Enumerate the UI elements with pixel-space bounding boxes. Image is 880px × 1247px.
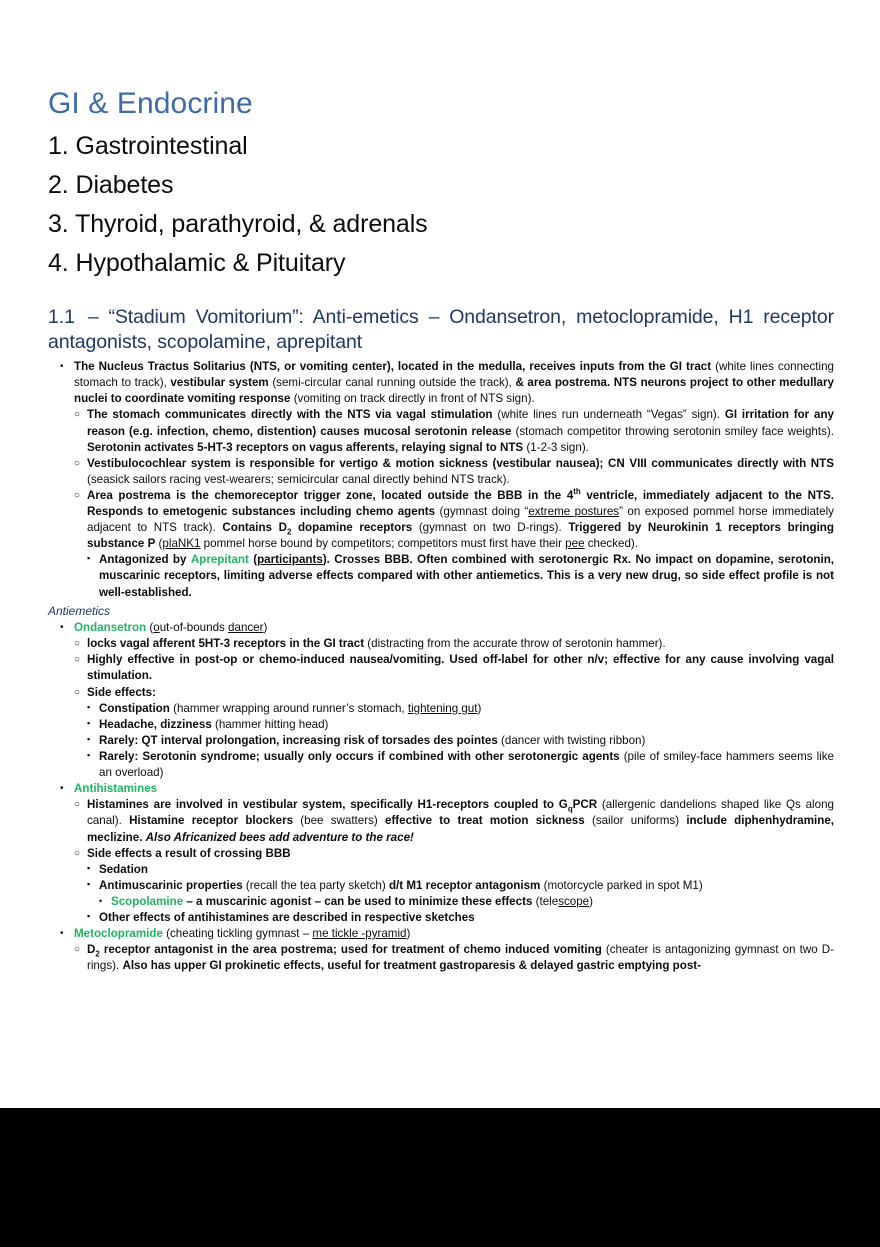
section-heading: [48, 305, 834, 356]
nts-bold-3: & area postrema. NTS neurons project to other medullary nuclei to coordinate vomiting response: [74, 376, 834, 406]
list-item-scopolamine: [99, 894, 834, 910]
se-plain-a: (hammer hitting head): [215, 717, 329, 731]
mnemonic-underline: me tickle -pyramid: [312, 927, 407, 941]
side-effects-label: Side effects:: [87, 685, 156, 699]
bullet-disc-icon: •: [99, 895, 103, 906]
mnemonic-underline-1: o: [153, 621, 160, 635]
other-effects-text: Other effects of antihistamines are described in respective sketches: [99, 911, 475, 925]
page-title: GI & Endocrine: [48, 87, 253, 120]
list-item: [87, 910, 834, 926]
list-item: [87, 717, 834, 733]
mnemonic-mid: ut-of-bounds: [159, 621, 229, 635]
metoclopramide-plain-1: (cheater is antagonizing gymnast on two D-rings).: [87, 943, 834, 973]
stomach-bold-2: GI irritation for any reason (e.g. infection, chemo, distention) causes mucosal serotonin release: [87, 408, 834, 438]
bullet-disc-icon: •: [60, 361, 64, 373]
bullet-circle-icon: ○: [74, 457, 81, 469]
list-item: [74, 488, 834, 601]
antihistamines-side-effect-list: [87, 862, 834, 926]
bullet-square-icon: ▪: [87, 911, 91, 922]
stomach-plain-2: (stomach competitor throwing serotonin smiley face weights).: [515, 424, 834, 438]
ondansetron-bold-2: Highly effective in post-op or chemo-induced nausea/vomiting. Used off-label for other n/v; effective for any cause involving vagal stimulation.: [87, 653, 834, 683]
ap-bold-1a: Area postrema is the chemoreceptor trigger zone, located outside the BBB in the 4: [87, 488, 574, 502]
bullet-circle-icon: ○: [74, 638, 81, 650]
ah-bold-1b: PCR: [572, 798, 598, 812]
side-effects-label: Side effects a result of crossing BBB: [87, 846, 291, 860]
ah-plain-2: (bee swatters): [300, 814, 378, 828]
group-label-antiemetics: Antiemetics: [48, 603, 111, 618]
table-of-contents: [48, 127, 834, 284]
antimuscarinic-bold-2: d/t M1 receptor antagonism: [388, 878, 541, 892]
metoc-bold-1b: receptor antagonist in the area postrema; used for treatment of chemo induced vomiting: [99, 943, 602, 957]
toc-item-1: 1. Gastrointestinal: [48, 131, 248, 160]
list-item: [87, 878, 834, 910]
ondansetron-bold-1: locks vagal afferent 5HT-3 receptors in the GI tract: [87, 637, 365, 651]
ondansetron-mnemonic: [149, 621, 267, 634]
nts-plain-1: (white lines connecting stomach to track),: [74, 360, 834, 390]
scopolamine-mnemonic: [536, 895, 593, 908]
ap-plain-1a: (gymnast doing “: [439, 505, 529, 519]
stomach-bold-3: Serotonin activates 5-HT-3 receptors on vagus afferents, relaying signal to NTS: [87, 440, 524, 454]
list-item: [74, 797, 834, 845]
se-underline: tightening gut: [407, 701, 478, 715]
aprepitant-sub-list: [87, 552, 834, 600]
bullet-square-icon: ▪: [87, 862, 91, 873]
nts-plain-2: (semi-circular canal running outside the track),: [272, 376, 512, 390]
drug-name-scopolamine: Scopolamine: [111, 894, 184, 908]
ah-bold-1a: Histamines are involved in vestibular system, specifically H1-receptors coupled to G: [87, 798, 568, 812]
bullet-square-icon: ▪: [87, 749, 91, 760]
drug-name-metoclopramide: Metoclopramide: [74, 927, 163, 941]
aprep-paren-a: (: [253, 553, 258, 567]
aprepitant-paren: [249, 553, 330, 566]
list-item: [87, 701, 834, 717]
list-item: [74, 407, 834, 455]
ah-plain-1: (allergenic dandelions shaped like Qs along canal).: [87, 798, 834, 828]
nts-plain-3: (vomiting on track directly in front of NTS sign).: [293, 392, 535, 406]
list-item: [60, 359, 834, 601]
list-item-metoclopramide: [60, 926, 834, 974]
bullet-circle-icon: ○: [74, 799, 81, 811]
bullet-disc-icon: •: [60, 622, 64, 634]
mnemonic-open: (: [149, 621, 154, 635]
aprepitant-bold-2: Crosses BBB. Often combined with serotonergic Rx. No impact on dopamine, serotonin, muscarinic receptors, limiting adverse effects compared with other antiemetics. This is a very new drug, so side effect profile is not well-established.: [99, 553, 835, 599]
list-item-side-effects: [74, 685, 834, 782]
list-item: [87, 552, 834, 600]
list-item: [87, 749, 834, 781]
d2-subscript: 2: [286, 527, 292, 537]
mnemonic-underline-2: dancer: [228, 621, 264, 635]
se-bold: Rarely: Serotonin syndrome; usually only occurs if combined with other serotonergic agents: [99, 749, 620, 763]
drug-class-antihistamines: Antihistamines: [74, 782, 158, 796]
bullet-circle-icon: ○: [74, 686, 81, 698]
toc-item-2: 2. Diabetes: [48, 170, 174, 199]
se-sedation: Sedation: [99, 862, 148, 876]
vestibular-plain-1: (seasick sailors racing vest-wearers; semicircular canal directly behind NTS track).: [87, 472, 510, 486]
ap-plain-3: [159, 537, 638, 550]
ap-bold-2a: Contains D: [222, 521, 287, 535]
ah-bold-3: effective to treat motion sickness: [385, 814, 585, 828]
drug-name-ondansetron: Ondansetron: [74, 621, 147, 635]
bullet-square-icon: ▪: [87, 717, 91, 728]
mnemonic-close: ): [406, 927, 411, 941]
aprepitant-bold-1: Antagonized by: [99, 553, 187, 567]
participants-underline: participants: [257, 553, 323, 567]
bullet-circle-icon: ○: [74, 654, 81, 666]
ap-plain-3a: (: [158, 537, 163, 551]
list-item: [74, 652, 834, 684]
bullet-disc-icon: •: [60, 928, 64, 940]
ondansetron-plain-1: (distracting from the accurate throw of serotonin hammer).: [367, 637, 666, 651]
toc-item-4: 4. Hypothalamic & Pituitary: [48, 249, 346, 278]
se-bold: Rarely: QT interval prolongation, increasing risk of torsades des pointes: [99, 733, 498, 747]
metoclopramide-bold-1: [87, 943, 602, 959]
antimuscarinic-bold-1: Antimuscarinic properties: [99, 878, 243, 892]
ap-underline-1: extreme postures: [528, 505, 620, 519]
antiemetics-drug-list: [60, 620, 834, 974]
antihistamines-details: [74, 797, 834, 926]
section-number: 1.1: [48, 305, 75, 328]
bottom-black-bar: [0, 1108, 880, 1247]
mnemonic-close: ): [263, 621, 268, 635]
gq-subscript: q: [567, 804, 573, 814]
antimuscarinic-plain-2: (motorcycle parked in spot M1): [543, 878, 703, 892]
vestibular-bold-1: Vestibulocochlear system is responsible for vertigo & motion sickness (vestibular nausea); CN VIII communicates directly with NTS: [87, 456, 834, 470]
ap-plain-3b: pommel horse bound by competitors; competitors must first have their: [200, 537, 566, 551]
ah-plain-3: (sailor uniforms): [591, 814, 680, 828]
drug-name-aprepitant: Aprepitant: [190, 553, 249, 567]
d2-subscript: 2: [95, 949, 100, 959]
scop-plain-b: ): [589, 894, 593, 908]
stomach-plain-3: (1-2-3 sign).: [526, 440, 589, 454]
scopolamine-list: [99, 894, 834, 910]
list-item-side-effects: [74, 846, 834, 927]
toc-item-3: 3. Thyroid, parathyroid, & adrenals: [48, 210, 428, 239]
bullet-square-icon: ▪: [87, 878, 91, 889]
ondansetron-details: [74, 636, 834, 781]
ah-bold-2: Histamine receptor blockers: [129, 814, 294, 828]
metoclopramide-details: [74, 942, 834, 974]
scop-plain-a: (tele: [535, 894, 559, 908]
metoclopramide-mnemonic: [166, 927, 410, 940]
plank1-underline: plaNK1: [162, 537, 201, 551]
ap-bold-3: Triggered by Neurokinin 1 receptors bringing substance P: [87, 521, 834, 551]
metoc-bold-1a: D: [87, 943, 96, 957]
bullet-circle-icon: ○: [74, 847, 81, 859]
ordinal-superscript: th: [573, 487, 581, 497]
se-bold: Headache, dizziness: [99, 717, 212, 731]
ap-plain-1b: ” on exposed pommel horse immediately adjacent to NTS track).: [87, 505, 834, 535]
se-plain-a: (dancer with twisting ribbon): [501, 733, 646, 747]
ap-bold-1b: ventricle, immediately adjacent to the NTS. Responds to emetogenic substances including chemo agents: [87, 488, 834, 519]
list-item: [74, 636, 834, 652]
nts-bullet-list: [60, 359, 834, 601]
ap-plain-2: (gymnast on two D-rings).: [418, 521, 562, 535]
scopolamine-bold: – a muscarinic agonist – can be used to minimize these effects: [186, 894, 533, 908]
ah-bold-1: [87, 798, 598, 814]
nts-sub-list: [74, 407, 834, 600]
list-item: [74, 942, 834, 974]
section-heading-text: – “Stadium Vomitorium”: Anti-emetics – Ondansetron, metoclopramide, H1 receptor antagonists, scopolamine, aprepitant: [48, 305, 834, 354]
scope-underline: scope: [558, 894, 590, 908]
bullet-circle-icon: ○: [74, 944, 81, 956]
list-item: [87, 862, 834, 878]
se-plain-a: (pile of smiley-face hammers seems like an overload): [99, 749, 834, 780]
nts-bold-1: The Nucleus Tractus Solitarius (NTS, or vomiting center), located in the medulla, receives inputs from the GI tract: [74, 360, 712, 374]
ah-bold-4: include diphenhydramine, meclizine.: [87, 814, 834, 844]
ondansetron-side-effect-list: [87, 701, 834, 782]
stomach-bold-1: The stomach communicates directly with the NTS via vagal stimulation: [87, 408, 493, 422]
page-content: [48, 86, 834, 975]
metoclopramide-bold-2: Also has upper GI prokinetic effects, useful for treatment gastroparesis & delayed gastric emptying post-: [122, 959, 701, 973]
bullet-circle-icon: ○: [74, 409, 81, 421]
stomach-plain-1: (white lines run underneath “Vegas” sign).: [497, 408, 720, 422]
pee-underline: pee: [565, 537, 585, 551]
ap-bold-2: [222, 521, 413, 537]
se-bold: Constipation: [99, 701, 170, 715]
bullet-square-icon: ▪: [87, 701, 91, 712]
list-item: [74, 456, 834, 488]
bullet-circle-icon: ○: [74, 489, 81, 501]
se-plain-b: ): [477, 701, 482, 715]
antimuscarinic-plain-1: (recall the tea party sketch): [245, 878, 386, 892]
bullet-square-icon: ▪: [87, 733, 91, 744]
ah-italic-note: Also Africanized bees add adventure to the race!: [145, 830, 414, 844]
aprep-paren-b: ).: [322, 553, 330, 567]
mnemonic-open: (cheating tickling gymnast –: [166, 927, 313, 941]
ap-plain-3c: checked).: [584, 537, 639, 551]
list-item: [87, 733, 834, 749]
bullet-disc-icon: •: [60, 783, 64, 795]
nts-bold-2: vestibular system: [170, 376, 269, 390]
se-plain-a: (hammer wrapping around runner’s stomach,: [173, 701, 408, 715]
list-item-antihistamines: [60, 781, 834, 926]
list-item-ondansetron: [60, 620, 834, 781]
bullet-square-icon: ▪: [87, 553, 91, 564]
ap-bold-2b: dopamine receptors: [291, 521, 413, 535]
